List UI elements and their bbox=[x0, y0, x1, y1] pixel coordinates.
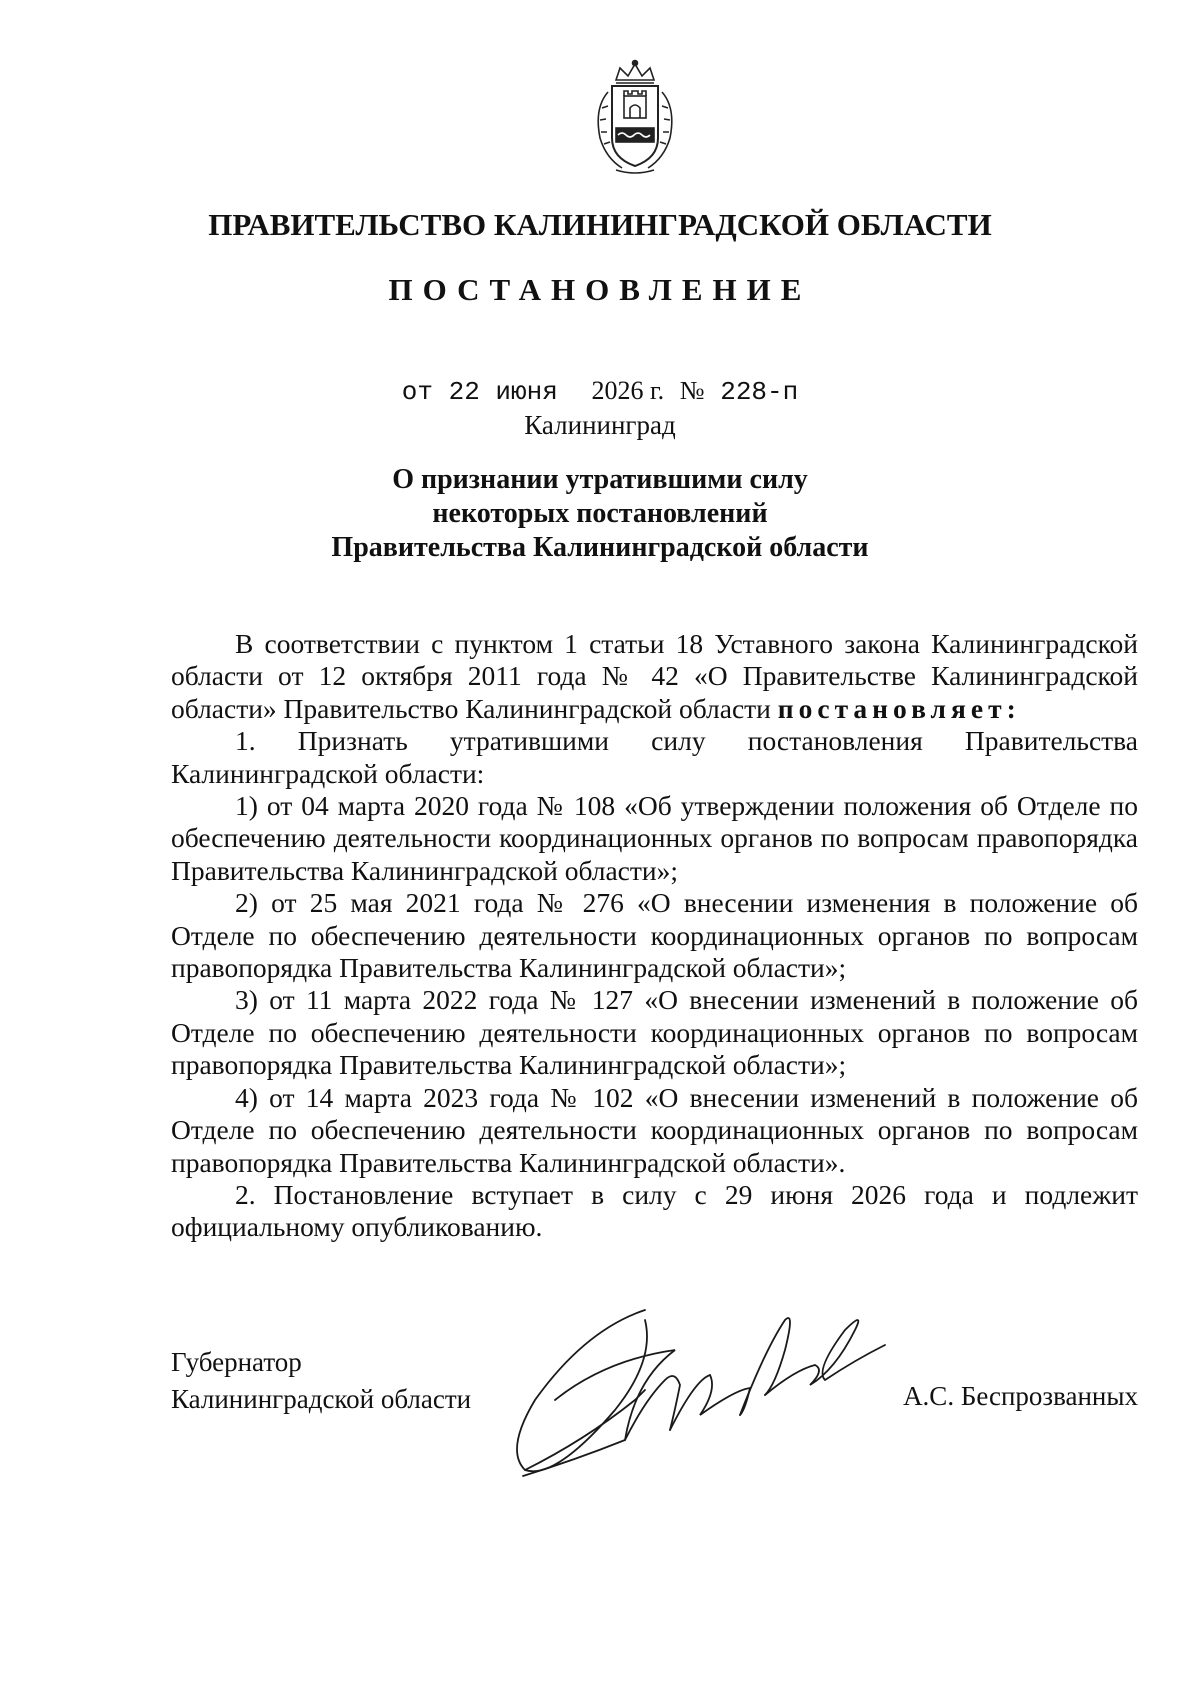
sub-item-3: 3) от 11 марта 2022 года № 127 «О внесении изменений в положение об Отделе по обеспечению деятельности координационных органов по вопросам правопорядка Правительства Калининградской области»; bbox=[171, 984, 1138, 1081]
number-sign: № bbox=[679, 376, 705, 405]
preamble-text: В соответствии с пунктом 1 статьи 18 Уставного закона Калининградской области от 12 октября 2011 года № 42 «О Правительстве Калининградской области» Правительство Калининградской области bbox=[171, 628, 1138, 724]
signatory-position bbox=[171, 1344, 471, 1418]
document-number: 228-п bbox=[720, 377, 799, 407]
document-subject bbox=[0, 463, 1200, 565]
regional-coat-of-arms-icon bbox=[586, 58, 684, 176]
item-2: 2. Постановление вступает в силу с 29 июня 2026 года и подлежит официальному опубликованию. bbox=[171, 1178, 1138, 1243]
preamble-paragraph bbox=[171, 628, 1138, 725]
decree-word: постановляет: bbox=[777, 692, 1021, 724]
subject-line: О признании утратившими силу bbox=[392, 464, 808, 495]
date-and-number bbox=[0, 376, 1200, 407]
date-year: 2026 г. bbox=[591, 376, 665, 405]
subject-line: некоторых постановлений bbox=[432, 498, 768, 529]
handwritten-signature-icon bbox=[495, 1290, 915, 1480]
document-type: ПОСТАНОВЛЕНИЕ bbox=[388, 272, 812, 307]
date-prefix: от bbox=[401, 377, 433, 407]
sub-item-1: 1) от 04 марта 2020 года № 108 «Об утверждении положения об Отделе по обеспечению деятельности координационных органов по вопросам правопорядка Правительства Калининградской области»; bbox=[171, 790, 1138, 886]
date-month: июня bbox=[495, 377, 558, 407]
signatory-name: А.С. Беспрозванных bbox=[903, 1381, 1138, 1411]
date-day: 22 bbox=[448, 377, 480, 407]
document-body bbox=[171, 628, 1138, 1244]
sub-item-4: 4) от 14 марта 2023 года № 102 «О внесении изменений в положение об Отделе по обеспечению деятельности координационных органов по вопросам правопорядка Правительства Калининградской области». bbox=[171, 1081, 1138, 1178]
city: Калининград bbox=[524, 410, 676, 440]
position-line: Губернатор bbox=[171, 1347, 302, 1377]
sub-item-2: 2) от 25 мая 2021 года № 276 «О внесении изменения в положение об Отделе по обеспечению деятельности координационных органов по вопросам правопорядка Правительства Калининградской области»; bbox=[171, 887, 1138, 984]
position-line: Калининградской области bbox=[171, 1384, 472, 1414]
item-1: 1. Признать утратившими силу постановления Правительства Калининградской области: bbox=[171, 725, 1138, 789]
government-title: ПРАВИТЕЛЬСТВО КАЛИНИНГРАДСКОЙ ОБЛАСТИ bbox=[208, 207, 992, 242]
subject-line: Правительства Калининградской области bbox=[331, 532, 869, 563]
